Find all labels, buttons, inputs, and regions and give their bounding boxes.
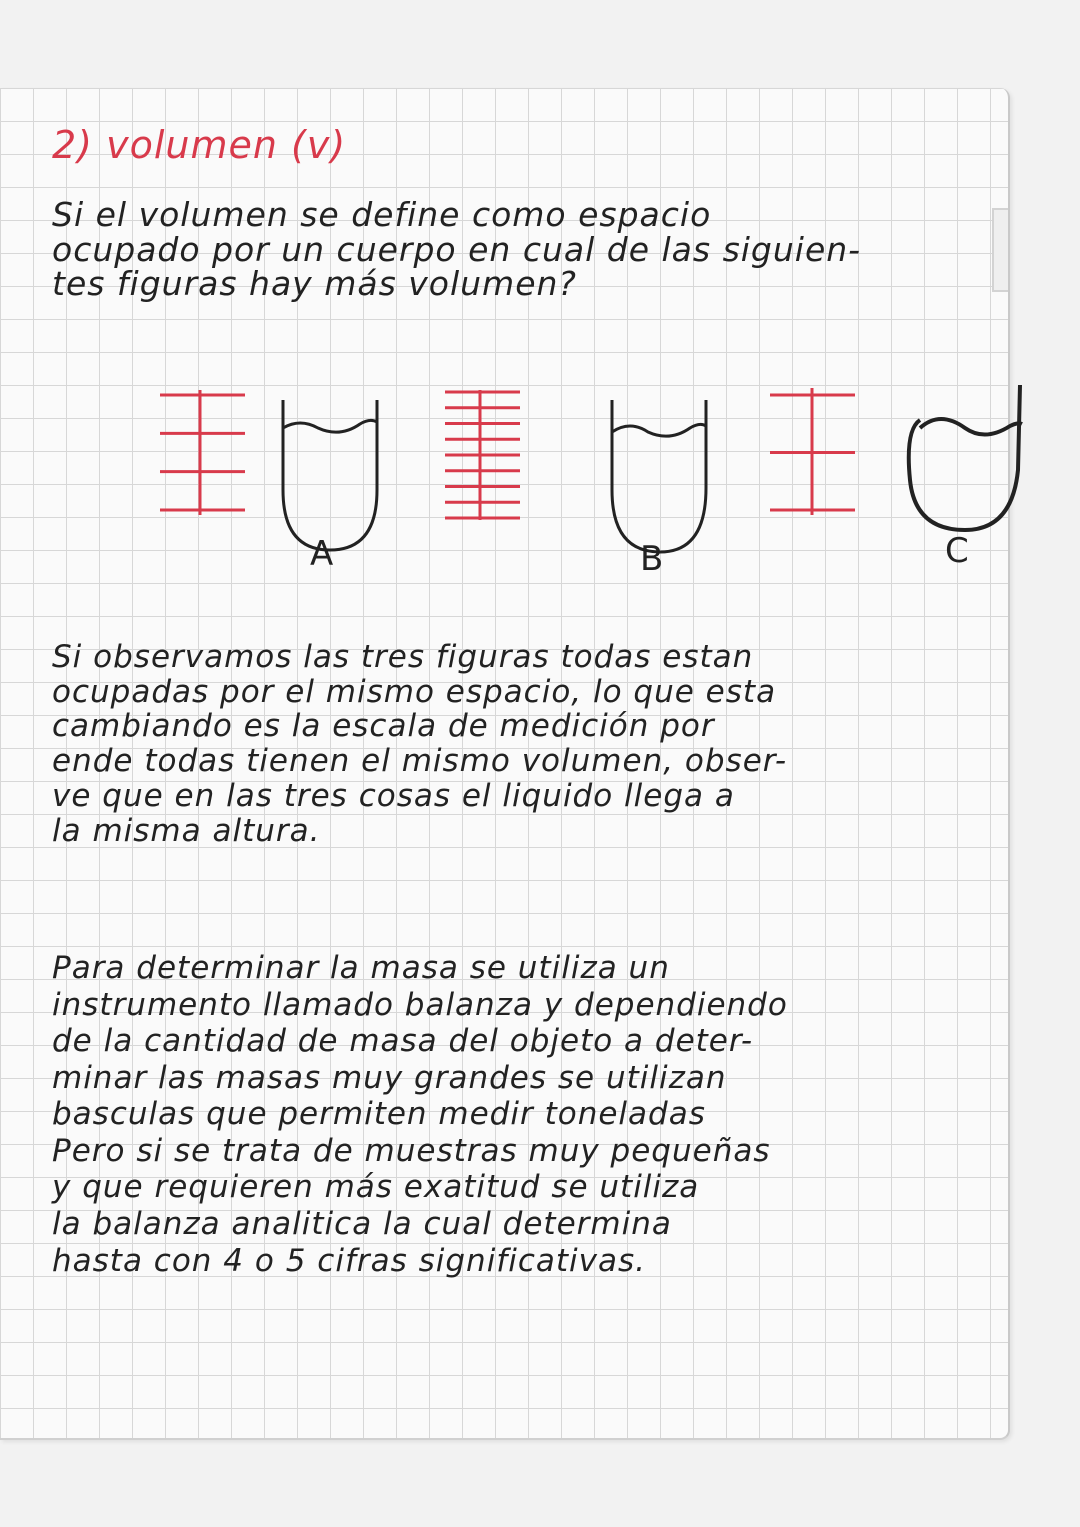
page-edge (992, 208, 1008, 292)
scale-c (770, 388, 855, 515)
figure-label-b: B (640, 539, 664, 579)
figure-label-c: C (945, 531, 969, 571)
scale-a (160, 390, 245, 515)
figure-label-a: A (310, 534, 334, 574)
volume-figures (0, 370, 1080, 590)
container-a (283, 400, 377, 550)
container-b (612, 400, 706, 552)
mass-paragraph: Para determinar la masa se utiliza un instrumento llamado balanza y dependiendo de la cantidad de masa del objeto a deter- minar las masas muy grandes se utilizan basculas que permiten medir toneladas Pero si se trata de muestras muy pequeñas y que requieren más exatitud se utiliza la balanza analitica la cual determina hasta con 4 o 5 cifras significativas. (52, 950, 788, 1279)
scale-b (445, 390, 520, 520)
container-c (909, 385, 1022, 530)
question-text: Si el volumen se define como espacio ocupado por un cuerpo en cual de las siguien- tes figuras hay más volumen? (52, 195, 862, 304)
explanation-paragraph: Si observamos las tres figuras todas estan ocupadas por el mismo espacio, lo que esta cambiando es la escala de medición por ende todas tienen el mismo volumen, obser- ve que en las tres cosas el liquido llega a la misma altura. (52, 639, 788, 849)
section-title: 2) volumen (v) (52, 123, 347, 167)
